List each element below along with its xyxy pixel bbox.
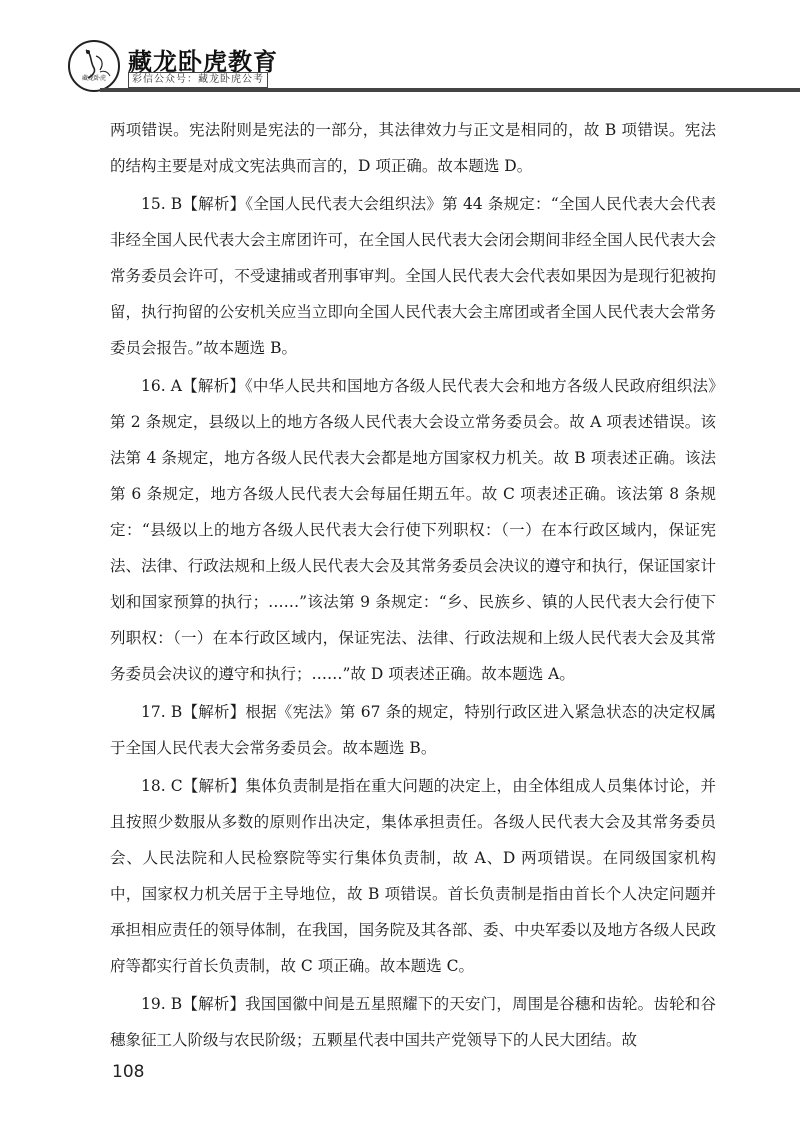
answer-explanations bbox=[110, 112, 716, 1060]
explanation-paragraph: 17. B【解析】根据《宪法》第 67 条的规定，特别行政区进入紧急状态的决定权属于全国人民代表大会常务委员会。故本题选 B。 bbox=[110, 703, 716, 757]
explanation-paragraph: 15. B【解析】《全国人民代表大会组织法》第 44 条规定：“全国人民代表大会代表非经全国人民代表大会主席团许可，在全国人民代表大会闭会期间非经全国人民代表大会常务委员会许可，不受逮捕或者刑事审判。全国人民代表大会代表如果因为是现行犯被拘留，执行拘留的公安机关应当立即向全国人民代表大会主席团或者全国人民代表大会常务委员会报告。”故本题选 B。 bbox=[110, 195, 716, 357]
logo-caption: 藏龙卧虎 bbox=[81, 75, 106, 82]
header-divider bbox=[100, 88, 800, 92]
explanation-paragraph: 两项错误。宪法附则是宪法的一部分，其法律效力与正文是相同的，故 B 项错误。宪法的结构主要是对成文宪法典而言的，D 项正确。故本题选 D。 bbox=[110, 121, 716, 175]
brand-logo bbox=[68, 40, 120, 92]
explanation-paragraph: 19. B【解析】我国国徽中间是五星照耀下的天安门，周围是谷穗和齿轮。齿轮和谷穗象征工人阶级与农民阶级；五颗星代表中国共产党领导下的人民大团结。故 bbox=[110, 995, 716, 1049]
brand-name: 藏龙卧虎教育 bbox=[128, 48, 278, 76]
explanation-paragraph: 16. A【解析】《中华人民共和国地方各级人民代表大会和地方各级人民政府组织法》第 2 条规定，县级以上的地方各级人民代表大会设立常务委员会。故 A 项表述错误。该法第 4 条规定，地方各级人民代表大会都是地方国家权力机关。故 B 项表述正确。该法第 6 条规定，地方各级人民代表大会每届任期五年。故 C 项表述正确。该法第 8 条规定：“县级以上的地方各级人民代表大会行使下列职权：（一）在本行政区域内，保证宪法、法律、行政法规和上级人民代表大会及其常务委员会决议的遵守和执行，保证国家计划和国家预算的执行；……”该法第 9 条规定：“乡、民族乡、镇的人民代表大会行使下列职权：（一）在本行政区域内，保证宪法、法律、行政法规和上级人民代表大会及其常务委员会决议的遵守和执行；……”故 D 项表述正确。故本题选 A。 bbox=[110, 377, 716, 683]
dragon-tiger-logo-icon bbox=[70, 42, 120, 92]
page-number: 108 bbox=[112, 1062, 145, 1082]
explanation-paragraph: 18. C【解析】集体负责制是指在重大问题的决定上，由全体组成人员集体讨论，并且按照少数服从多数的原则作出决定，集体承担责任。各级人民代表大会及其常务委员会、人民法院和人民检察院等实行集体负责制，故 A、D 两项错误。在同级国家机构中，国家权力机关居于主导地位，故 B 项错误。首长负责制是指由首长个人决定问题并承担相应责任的领导体制，在我国，国务院及其各部、委、中央军委以及地方各级人民政府等都实行首长负责制，故 C 项正确。故本题选 C。 bbox=[110, 777, 716, 975]
brand-tagline: 彩信公众号：藏龙卧虎公考 bbox=[128, 72, 268, 88]
page-header bbox=[0, 0, 800, 92]
